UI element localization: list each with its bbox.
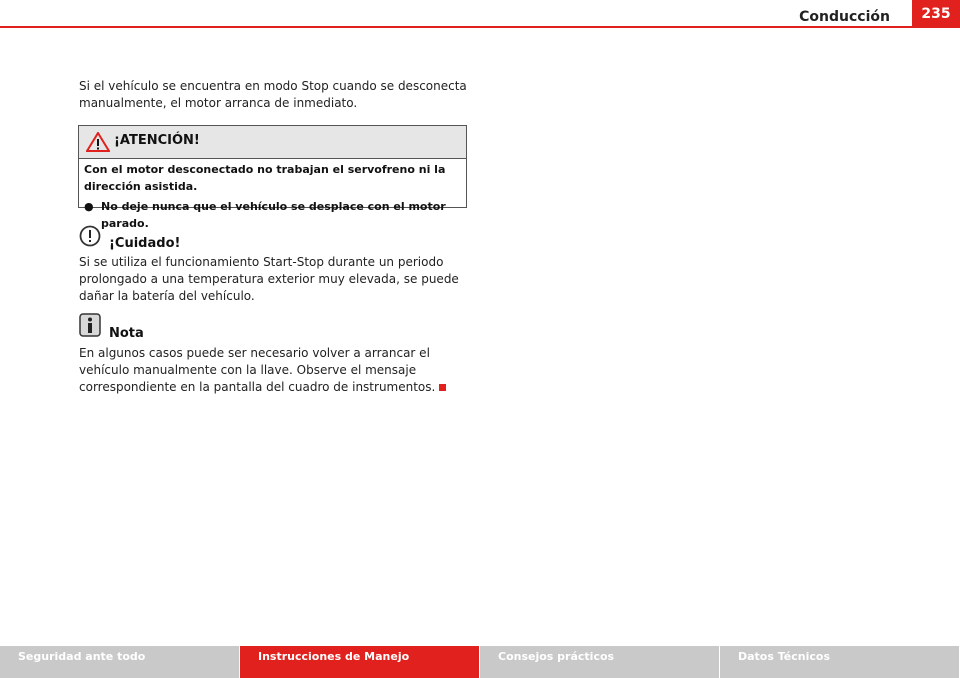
caution-heading bbox=[79, 229, 180, 251]
note-text: En algunos casos puede ser necesario volver a arrancar el vehículo manualmente con la llave. Observe el mensaje correspondiente en la pantalla del cuadro de instrumentos. bbox=[79, 346, 436, 394]
warning-title: ¡ATENCIÓN! bbox=[114, 133, 200, 148]
warning-bullet-text: No deje nunca que el vehículo se desplace con el motor parado. bbox=[101, 200, 446, 230]
footer-nav bbox=[0, 646, 960, 678]
warning-header bbox=[79, 126, 466, 159]
caution-icon bbox=[79, 225, 101, 251]
info-icon bbox=[79, 313, 101, 341]
header-rule bbox=[0, 26, 960, 28]
footer-tab-instrucciones[interactable]: Instrucciones de Manejo bbox=[240, 646, 480, 678]
page-number: 235 bbox=[912, 0, 960, 27]
footer-tab-datos[interactable]: Datos Técnicos bbox=[720, 646, 960, 678]
section-title: Conducción bbox=[799, 9, 890, 25]
intro-paragraph: Si el vehículo se encuentra en modo Stop cuando se desconecta manualmente, el motor arranca de inmediato. bbox=[79, 79, 467, 110]
bullet-dot-icon: ● bbox=[84, 200, 94, 213]
warning-triangle-icon bbox=[86, 132, 110, 156]
note-paragraph bbox=[79, 345, 469, 396]
warning-text: Con el motor desconectado no trabajan el servofreno ni la dirección asistida. bbox=[84, 163, 446, 193]
warning-bullet bbox=[84, 198, 461, 232]
footer-tab-seguridad[interactable]: Seguridad ante todo bbox=[0, 646, 240, 678]
warning-body bbox=[79, 159, 466, 232]
footer-tab-consejos[interactable]: Consejos prácticos bbox=[480, 646, 720, 678]
warning-box bbox=[78, 125, 467, 230]
caution-text: Si se utiliza el funcionamiento Start-Stop durante un periodo prolongado a una temperatura exterior muy elevada, se puede dañar la batería del vehículo. bbox=[79, 255, 459, 303]
note-heading bbox=[79, 317, 144, 341]
note-title: Nota bbox=[109, 326, 144, 341]
end-marker bbox=[439, 384, 446, 391]
caution-title: ¡Cuidado! bbox=[109, 236, 181, 251]
